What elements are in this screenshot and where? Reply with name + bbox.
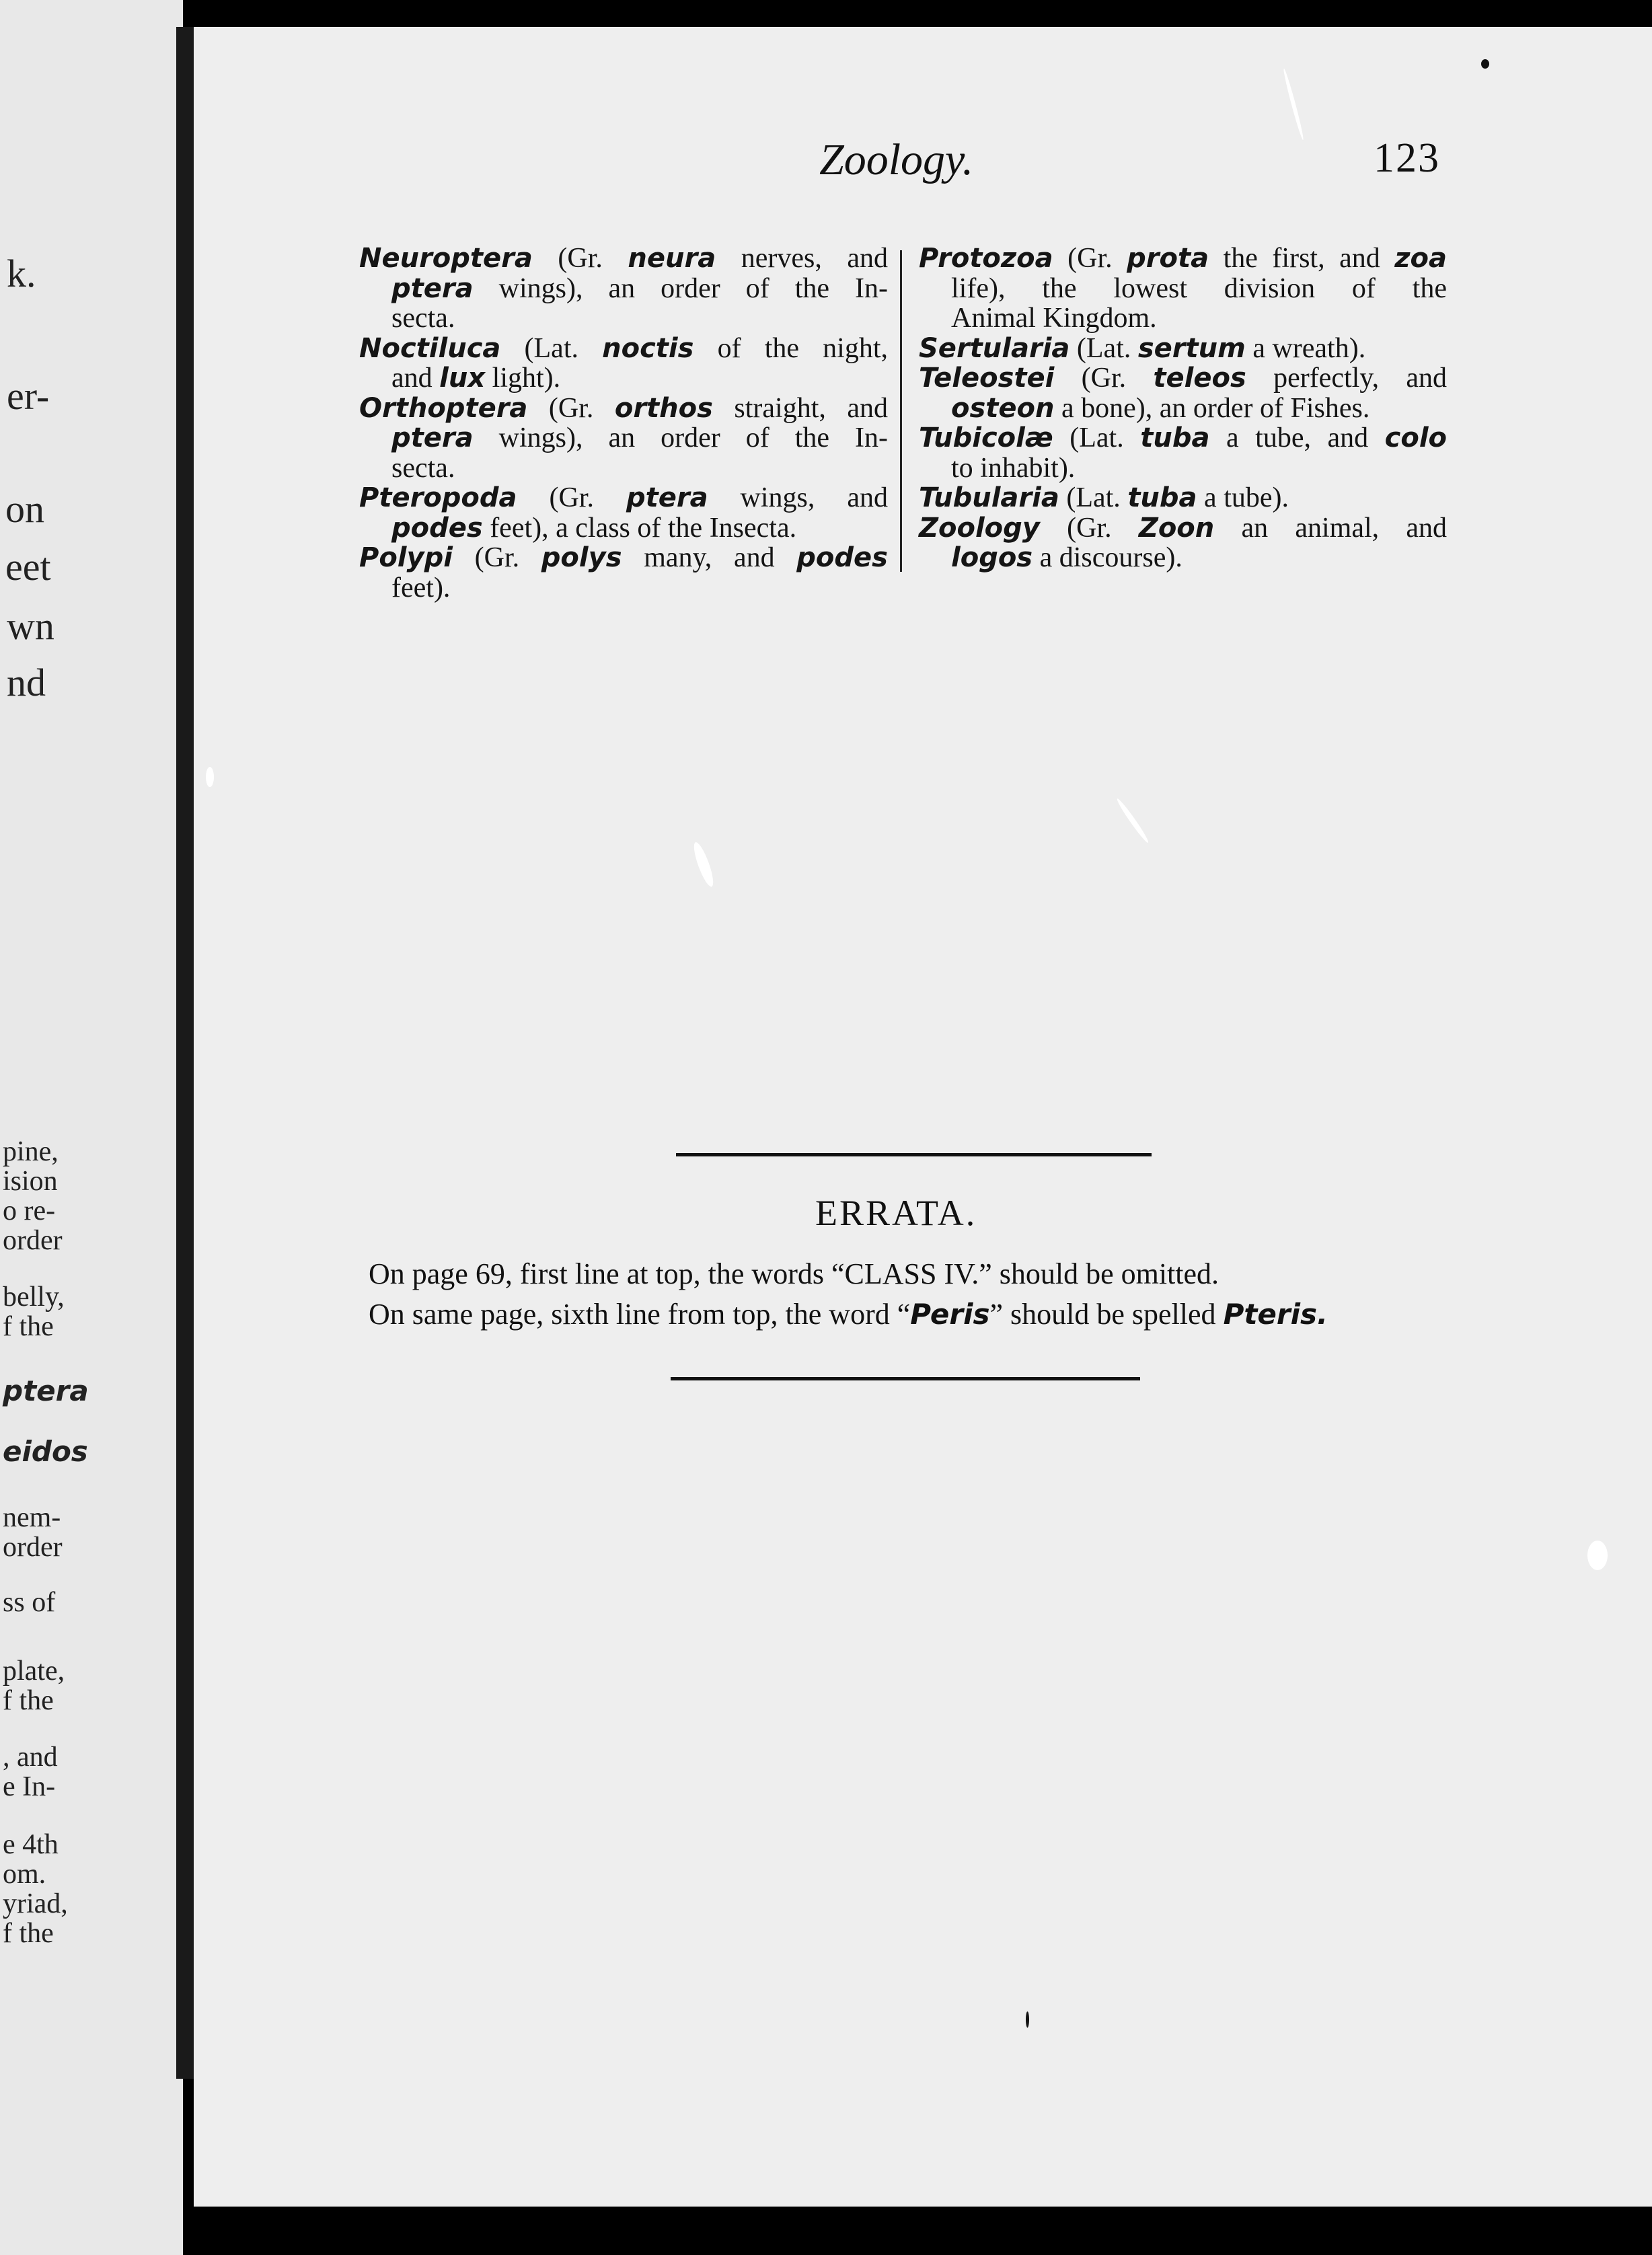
entry-line	[359, 334, 888, 364]
entry-line	[919, 453, 1447, 484]
errata-rule-top	[676, 1153, 1152, 1156]
entry-text: straight, and	[712, 392, 888, 424]
fragment-text: e 4th	[3, 1829, 59, 1860]
fragment-text: pine,	[3, 1136, 59, 1167]
entry-text: a tube, and	[1209, 422, 1385, 453]
glossary-entry	[919, 244, 1447, 334]
glossary-entry	[919, 483, 1447, 513]
fragment-group	[3, 1196, 63, 1255]
fragment-text: wn	[7, 604, 54, 648]
fragment-text: om.	[3, 1859, 46, 1890]
errata-line-1	[369, 1258, 1219, 1290]
entry-text: (Gr.	[1054, 363, 1154, 394]
entry-text: (Lat.	[500, 332, 603, 364]
entry-text: (Gr.	[1039, 512, 1139, 544]
fragment-group	[3, 1742, 58, 1802]
fragment-text: nem-	[3, 1502, 61, 1533]
latin-term: Polypi	[359, 542, 453, 573]
entry-text: wings), an order of the In-	[473, 272, 888, 304]
entry-line	[359, 573, 888, 603]
glossary-entry	[359, 244, 888, 334]
latin-term: lux	[439, 363, 486, 394]
fragment-text: e In-	[3, 1771, 56, 1802]
errata-line-2	[369, 1298, 1328, 1331]
latin-term: Neuroptera	[359, 243, 533, 274]
entry-text: (Lat.	[1053, 422, 1141, 453]
entry-text: a discourse).	[1032, 542, 1182, 573]
latin-term: zoa	[1394, 243, 1447, 274]
entry-text: to inhabit).	[951, 452, 1076, 484]
latin-term: Tubicolæ	[919, 422, 1053, 453]
fragment-text: yriad,	[3, 1888, 68, 1919]
entry-line	[919, 394, 1447, 424]
entry-text: (Gr.	[517, 482, 626, 513]
entry-line	[359, 394, 888, 424]
fragment-text: nd	[7, 661, 46, 704]
entry-text: (Gr.	[532, 243, 628, 274]
latin-term: ptera	[391, 272, 474, 304]
entry-text: nerves, and	[716, 243, 888, 274]
latin-term: tuba	[1127, 482, 1197, 513]
latin-term: ptera	[391, 422, 474, 453]
entry-line	[359, 543, 888, 573]
entry-line	[919, 244, 1447, 274]
entry-text: Animal Kingdom.	[951, 303, 1157, 334]
fragment-text: f the	[3, 1918, 54, 1949]
entry-line	[359, 363, 888, 394]
entry-text: an animal, and	[1214, 512, 1447, 544]
fragment-text: belly,	[3, 1282, 65, 1313]
glossary-column-left	[359, 244, 888, 603]
entry-text: (Lat.	[1069, 332, 1138, 364]
book-gutter	[176, 27, 194, 2079]
fragment-group	[3, 1503, 63, 1562]
scan-speck	[206, 767, 214, 787]
latin-term: teleos	[1153, 363, 1246, 394]
glossary-entry	[919, 423, 1447, 483]
entry-line	[919, 543, 1447, 573]
entry-line	[359, 513, 888, 544]
entry-line	[359, 483, 888, 513]
entry-text: a wreath).	[1245, 332, 1366, 364]
latin-term: Protozoa	[919, 243, 1053, 274]
page-number: 123	[1374, 135, 1440, 181]
fragment-group	[3, 1656, 65, 1715]
latin-term: ptera	[626, 482, 708, 513]
column-divider	[900, 250, 902, 572]
glossary-entry	[919, 363, 1447, 423]
fragment-text: ss of	[3, 1587, 56, 1618]
entry-text: (Gr.	[1053, 243, 1127, 274]
entry-line	[359, 423, 888, 453]
fragment-text: eet	[5, 545, 51, 589]
entry-line	[359, 453, 888, 484]
latin-term: colo	[1384, 422, 1448, 453]
entry-text: On same page, sixth line from top, the word “	[369, 1298, 911, 1331]
fragment-text: order	[3, 1532, 63, 1563]
latin-term: Zoon	[1138, 512, 1215, 544]
entry-text: feet).	[391, 572, 451, 603]
entry-line	[359, 303, 888, 334]
fragment-text: ision	[3, 1166, 58, 1197]
latin-term: Teleostei	[919, 363, 1055, 394]
entry-text: secta.	[391, 452, 455, 484]
entry-text: feet), a class of the Insecta.	[482, 512, 797, 544]
entry-text: On page 69, first line at top, the words “CLASS IV.” should be omitted.	[369, 1257, 1219, 1290]
glossary-entry	[359, 394, 888, 484]
latin-term: Tubularia	[919, 482, 1059, 513]
latin-term: orthos	[614, 392, 713, 424]
glossary-entry	[359, 334, 888, 394]
fragment-text: ptera	[3, 1374, 89, 1407]
latin-term: noctis	[602, 332, 694, 364]
glossary-entry	[919, 334, 1447, 364]
fragment-text: er-	[7, 374, 50, 418]
entry-text: secta.	[391, 303, 455, 334]
glossary-entry	[359, 543, 888, 603]
fragment-text: k.	[7, 252, 36, 295]
entry-line	[919, 423, 1447, 453]
latin-term: Zoology	[919, 512, 1040, 544]
entry-text: (Gr.	[452, 542, 541, 573]
entry-text: ” should be spelled	[989, 1298, 1224, 1331]
entry-line	[359, 274, 888, 304]
fragment-text: order	[3, 1225, 63, 1256]
entry-line	[919, 274, 1447, 304]
latin-term: Noctiluca	[359, 332, 501, 364]
latin-term: Sertularia	[919, 332, 1070, 364]
entry-text: the first, and	[1209, 243, 1395, 274]
entry-text: wings), an order of the In-	[473, 422, 888, 453]
entry-text: a bone), an order of Fishes.	[1054, 392, 1370, 424]
entry-text: a tube).	[1197, 482, 1289, 513]
latin-term: neura	[628, 243, 716, 274]
fragment-group	[3, 1437, 88, 1467]
latin-term: prota	[1127, 243, 1209, 274]
latin-term: Pteropoda	[359, 482, 517, 513]
entry-text: light).	[485, 363, 561, 394]
entry-text: and	[391, 363, 440, 394]
fragment-text: o re-	[3, 1195, 56, 1226]
running-head-title: Zoology.	[819, 135, 974, 184]
latin-term: tuba	[1140, 422, 1210, 453]
entry-line	[919, 363, 1447, 394]
latin-term: podes	[796, 542, 888, 573]
fragment-text: on	[5, 487, 44, 531]
fragment-text: f the	[3, 1685, 54, 1716]
fragment-group	[3, 1588, 55, 1617]
latin-term: polys	[541, 542, 622, 573]
entry-text: (Lat.	[1059, 482, 1128, 513]
scan-speck	[1587, 1541, 1608, 1570]
fragment-text: , and	[3, 1742, 58, 1773]
entry-line	[919, 483, 1447, 513]
glossary-entry	[919, 513, 1447, 573]
latin-term: podes	[391, 512, 483, 544]
fragment-text: eidos	[3, 1435, 88, 1468]
glossary-column-right	[919, 244, 1447, 573]
latin-term: Pteris.	[1223, 1298, 1328, 1331]
fragment-group	[3, 1137, 59, 1196]
scan-speck	[1481, 59, 1489, 69]
entry-text: perfectly, and	[1246, 363, 1447, 394]
latin-term: logos	[951, 542, 1033, 573]
entry-text: many, and	[622, 542, 797, 573]
entry-text: (Gr.	[527, 392, 615, 424]
errata-rule-bottom	[671, 1377, 1140, 1380]
entry-text: wings, and	[708, 482, 888, 513]
entry-line	[919, 303, 1447, 334]
scan-speck	[1026, 2011, 1029, 2028]
entry-text: life), the lowest division of the	[951, 272, 1447, 304]
latin-term: Peris	[910, 1298, 990, 1331]
entry-line	[919, 334, 1447, 364]
fragment-group	[3, 1376, 89, 1406]
glossary-entry	[359, 483, 888, 543]
entry-line	[359, 244, 888, 274]
latin-term: sertum	[1137, 332, 1246, 364]
entry-line	[919, 513, 1447, 544]
fragment-text: f the	[3, 1311, 54, 1342]
fragment-text: plate,	[3, 1656, 65, 1687]
latin-term: osteon	[951, 392, 1055, 424]
errata-heading: ERRATA.	[815, 1193, 977, 1233]
fragment-group	[3, 1830, 68, 1948]
entry-text: of the night,	[693, 332, 888, 364]
previous-page-edge	[0, 0, 183, 2255]
fragment-group	[3, 1282, 65, 1341]
latin-term: Orthoptera	[359, 392, 528, 424]
